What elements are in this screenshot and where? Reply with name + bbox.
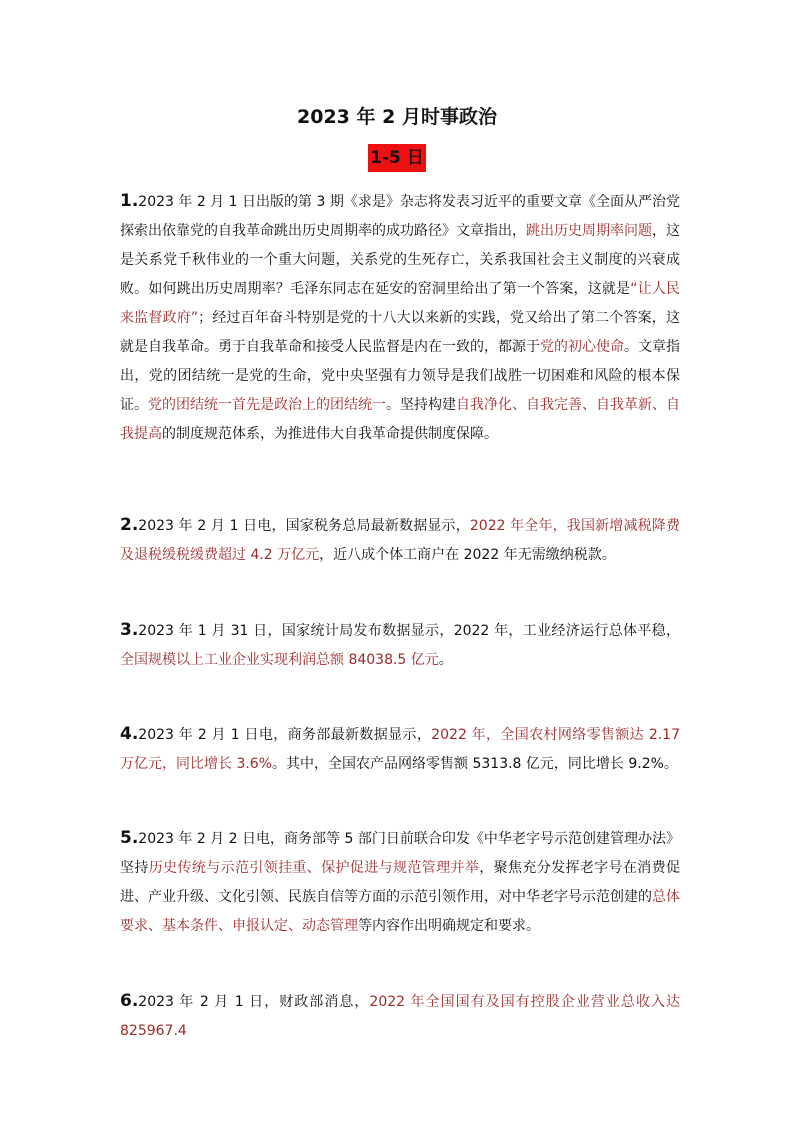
date-range-badge: 1-5 日	[368, 144, 426, 172]
highlighted-text: 总体要求、基本条件、申报认定、动态管理	[120, 889, 680, 934]
page-title: 2023 年 2 月时事政治	[297, 106, 497, 128]
highlighted-text: 自我净化、自我完善、自我革新、自我提高	[120, 397, 680, 442]
news-item	[120, 987, 680, 1046]
highlighted-text: 2022 年，全国农村网络零售额达 2.17 万亿元，同比增长 3.6%	[120, 727, 680, 772]
highlighted-text: 2022 年全年，我国新增减税降费及退税缓税缓费超过 4.2 万亿元	[120, 518, 680, 563]
highlighted-text: 全国规模以上工业企业实现利润总额 84038.5 亿元	[120, 652, 439, 668]
highlighted-text: 历史传统与示范引领挂重、保护促进与规范管理并举	[148, 860, 480, 876]
item-text: 2023 年 1 月 31 日，国家统计局发布数据显示，2022 年，工业经济运行总体平稳，	[138, 623, 680, 639]
item-text: 2023 年 2 月 1 日，财政部消息，	[138, 994, 370, 1010]
item-number: 6.	[120, 991, 139, 1011]
item-text: 。其中，全国农产品网络零售额 5313.8 亿元，同比增长 9.2%。	[272, 756, 678, 772]
highlighted-text: 跳出历史周期率问题	[526, 223, 652, 239]
highlighted-text: “让人民来监督政府”	[120, 281, 680, 326]
news-item	[120, 720, 680, 779]
item-text: 的制度规范体系，为推进伟大自我革命提供制度保障。	[162, 426, 498, 442]
item-text: 等内容作出明确规定和要求。	[358, 918, 540, 934]
item-number: 5.	[120, 828, 139, 848]
news-item	[120, 824, 680, 941]
highlighted-text: 党的初心使命	[540, 339, 624, 355]
item-text: ，聚焦充分发挥老字号在消费促进、产业升级、文化引领、民族自信等方面的示范引领作用，对中华老字号示范创建的	[120, 860, 681, 905]
item-text: 2023 年 2 月 1 日电，商务部最新数据显示，	[138, 727, 432, 743]
item-text: ，这是关系党千秋伟业的一个重大问题，关系党的生死存亡，关系我国社会主义制度的兴衰成败。如何跳出历史周期率？毛泽东同志在延安的窑洞里给出了第一个答案，这就是	[120, 223, 680, 297]
item-text: 。文章指出，党的团结统一是党的生命，党中央坚强有力领导是我们战胜一切困难和风险的根本保证。	[120, 339, 680, 413]
news-item	[120, 511, 680, 570]
item-number: 1.	[120, 191, 139, 211]
item-text: 2023 年 2 月 1 日出版的第 3 期《求是》杂志将发表习近平的重要文章《全面从严治党探索出依靠党的自我革命跳出历史周期率的成功路径》文章指出，	[120, 194, 680, 239]
item-text: 。	[438, 652, 453, 668]
item-number: 4.	[120, 724, 139, 744]
item-text: 2023 年 2 月 2 日电，商务部等 5 部门日前联合印发《中华老字号示范创建管理办法》坚持	[120, 831, 680, 876]
item-number: 2.	[120, 515, 139, 535]
highlighted-text: 2022 年全国国有及国有控股企业营业总收入达 825967.4	[120, 994, 681, 1039]
highlighted-text: 党的团结统一首先是政治上的团结统一	[148, 397, 386, 413]
item-text: ；经过百年奋斗特别是党的十八大以来新的实践，党又给出了第二个答案，这就是自我革命。勇于自我革命和接受人民监督是内在一致的，都源于	[120, 310, 680, 355]
news-item	[120, 187, 680, 449]
item-text: ，近八成个体工商户在 2022 年无需缴纳税款。	[319, 547, 616, 563]
news-item	[120, 616, 680, 675]
item-number: 3.	[120, 620, 139, 640]
item-text: 。坚持构建	[386, 397, 456, 413]
item-text: 2023 年 2 月 1 日电，国家税务总局最新数据显示，	[138, 518, 470, 534]
